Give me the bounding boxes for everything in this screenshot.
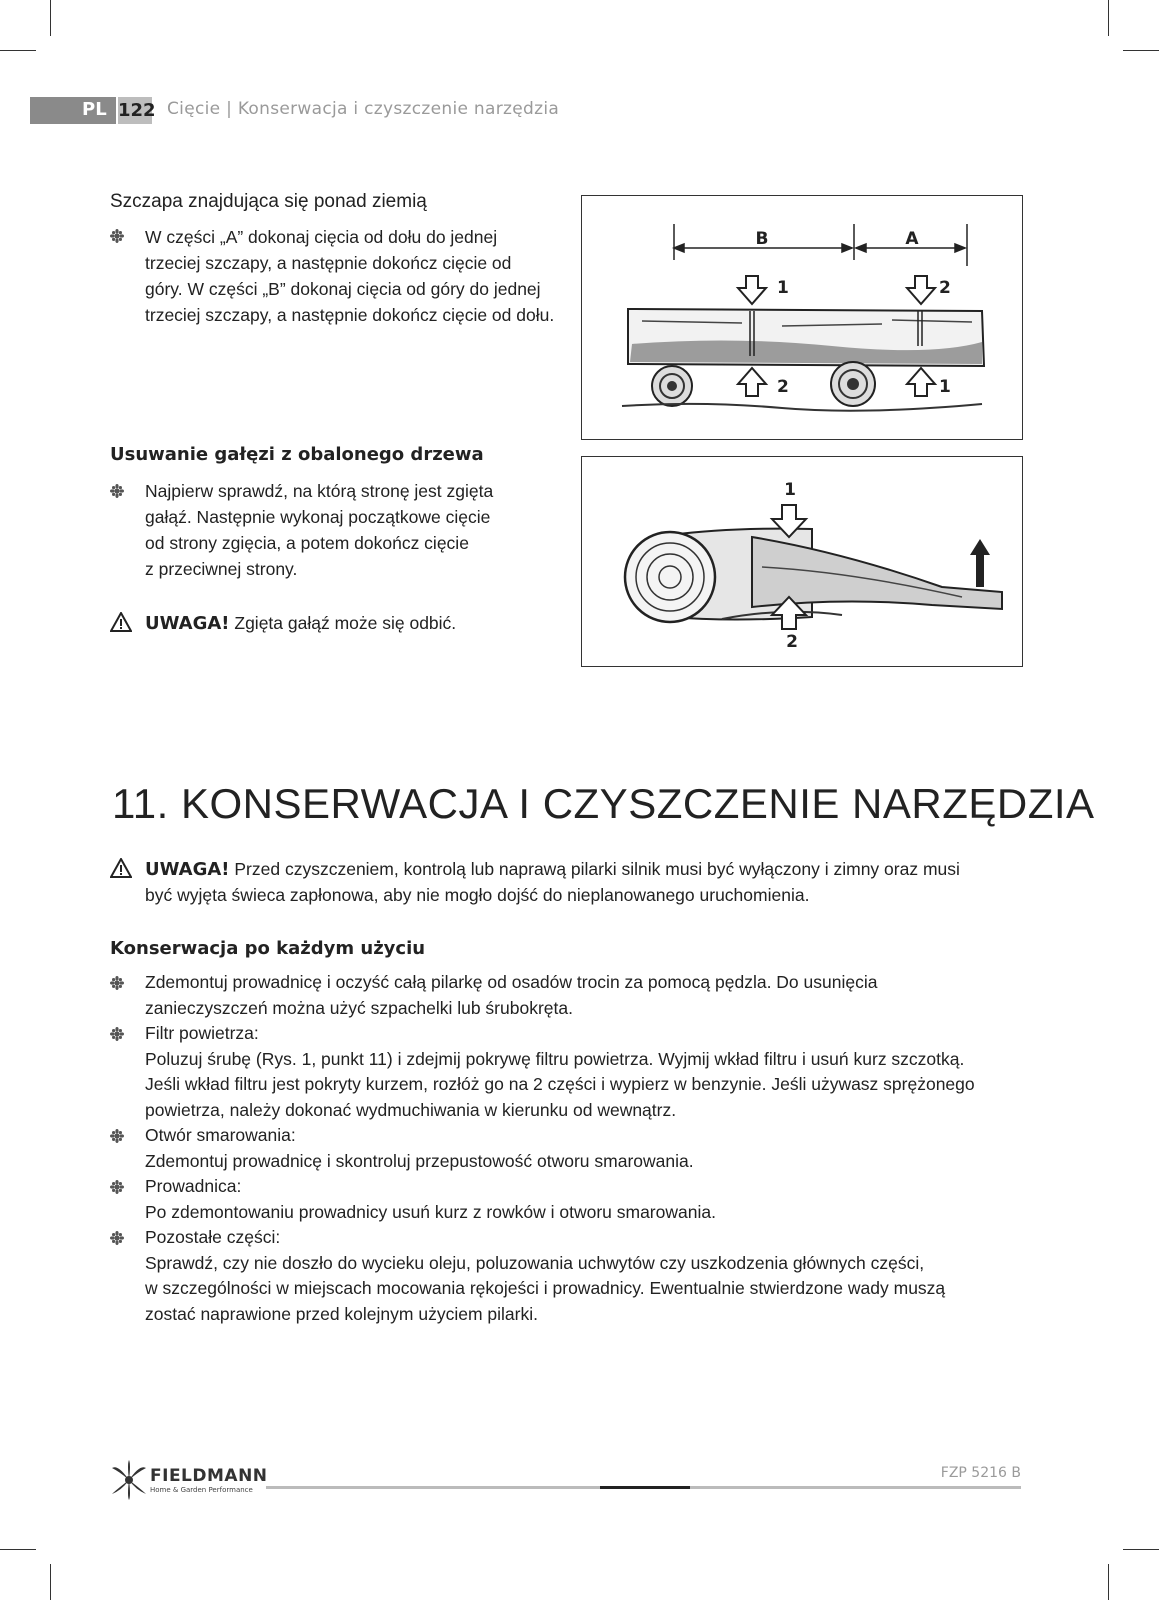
crop-mark	[1123, 1549, 1159, 1550]
warning-icon	[110, 612, 132, 632]
fieldmann-logo-icon	[110, 1460, 148, 1500]
branch-warning: UWAGA! Zgięta gałąź może się odbić.	[145, 613, 457, 634]
section-subtitle: Szczapa znajdująca się ponad ziemią	[110, 191, 427, 212]
brand-name: FIELDMANN	[150, 1466, 268, 1486]
header-language: PL	[82, 99, 107, 120]
section-heading: Usuwanie gałęzi z obalonego drzewa	[110, 444, 484, 465]
maintenance-item	[145, 1174, 716, 1225]
arrow-label-bottom-left: 2	[777, 377, 789, 397]
maintenance-item	[145, 1021, 975, 1123]
crop-mark	[0, 1549, 36, 1550]
maintenance-item-line: powietrza, należy dokonać wydmuchiwania w kierunku od wewnątrz.	[145, 1099, 677, 1120]
flower-bullet-icon	[110, 1129, 124, 1143]
crop-mark	[1108, 1564, 1109, 1600]
arrow-label-top-right: 2	[939, 278, 951, 298]
figure-log-above-ground	[581, 195, 1023, 440]
maintenance-item-line: Pozostałe części:	[145, 1227, 281, 1247]
footer-rule-accent	[600, 1486, 690, 1489]
maintenance-item-line: Prowadnica:	[145, 1176, 242, 1196]
flower-bullet-icon	[110, 1180, 124, 1194]
maintenance-item-line: Jeśli wkład filtru jest pokryty kurzem, rozłóż go na 2 części i wypierz w benzynie. Jeśli używasz sprężonego	[145, 1074, 975, 1094]
crop-mark	[0, 50, 36, 51]
flower-bullet-icon	[110, 1027, 124, 1041]
maintenance-item	[145, 970, 877, 1021]
maintenance-item-line: Sprawdź, czy nie doszło do wycieku oleju, poluzowania uchwytów czy uszkodzenia głównych części,	[145, 1252, 925, 1273]
maintenance-item-line: zanieczyszczeń można użyć szpachelki lub śrubokręta.	[145, 997, 573, 1018]
maintenance-item-line: zostać naprawione przed kolejnym użyciem pilarki.	[145, 1303, 538, 1324]
bullet-text: Najpierw sprawdź, na którą stronę jest zgięta gałąź. Następnie wykonaj początkowe cięcie od strony zgięcia, a potem dokończ cięcie z przeciwnej strony.	[145, 481, 494, 579]
footer-rule	[266, 1486, 600, 1489]
warning-icon	[110, 858, 132, 878]
flower-bullet-icon	[110, 484, 124, 498]
main-warning: UWAGA! Przed czyszczeniem, kontrolą lub naprawą pilarki silnik musi być wyłączony i zimny oraz musi być wyjęta świeca zapłonowa, aby nie mogło dojść do nieplanowanego uruchomienia.	[145, 859, 960, 905]
flower-bullet-icon	[110, 1231, 124, 1245]
crop-mark	[1123, 50, 1159, 51]
page-number: 122	[118, 97, 152, 124]
bullet-text: W części „A” dokonaj cięcia od dołu do jednej trzeciej szczapy, a następnie dokończ cięcie od góry. W części „B” dokonaj cięcia od góry do jednej trzeciej szczapy, a następnie dokończ cięcie od dołu.	[145, 227, 555, 325]
arrow-label-top-left: 1	[777, 278, 789, 298]
maintenance-item-line: Filtr powietrza:	[145, 1023, 259, 1043]
maintenance-item-line: Poluzuj śrubę (Rys. 1, punkt 11) i zdejmij pokrywę filtru powietrza. Wyjmij wkład filtru i usuń kurz szczotką.	[145, 1048, 965, 1069]
maintenance-item-line: Po zdemontowaniu prowadnicy usuń kurz z rowków i otworu smarowania.	[145, 1201, 716, 1222]
brand-tagline: Home & Garden Performance	[150, 1486, 253, 1494]
maintenance-item	[145, 1123, 694, 1174]
maintenance-item-line: w szczególności w miejscach mocowania rękojeści i prowadnicy. Ewentualnie stwierdzone wady muszą	[145, 1278, 946, 1298]
crop-mark	[50, 1564, 51, 1600]
maintenance-item-line: Otwór smarowania:	[145, 1125, 296, 1145]
arrow-label-top: 1	[784, 480, 796, 500]
dimension-label-b: B	[755, 229, 769, 249]
maintenance-item-line: Zdemontuj prowadnicę i skontroluj przepustowość otworu smarowania.	[145, 1150, 694, 1171]
arrow-label-bottom: 2	[786, 632, 798, 652]
arrow-label-bottom-right: 1	[939, 377, 951, 397]
flower-bullet-icon	[110, 976, 124, 990]
model-number: FZP 5216 B	[940, 1465, 1021, 1481]
maintenance-item	[145, 1225, 945, 1327]
maintenance-item-line: Zdemontuj prowadnicę i oczyść całą pilarkę od osadów trocin za pomocą pędzla. Do usunięcia	[145, 972, 878, 992]
section-heading: Konserwacja po każdym użyciu	[110, 938, 426, 959]
figure-branch-removal	[581, 456, 1023, 667]
chapter-title: 11. KONSERWACJA I CZYSZCZENIE NARZĘDZIA	[112, 780, 1095, 827]
footer-rule	[690, 1486, 1021, 1489]
dimension-label-a: A	[905, 229, 919, 249]
header-title: Cięcie | Konserwacja i czyszczenie narzędzia	[167, 99, 560, 119]
crop-mark	[1108, 0, 1109, 36]
crop-mark	[50, 0, 51, 36]
flower-bullet-icon	[110, 229, 124, 243]
